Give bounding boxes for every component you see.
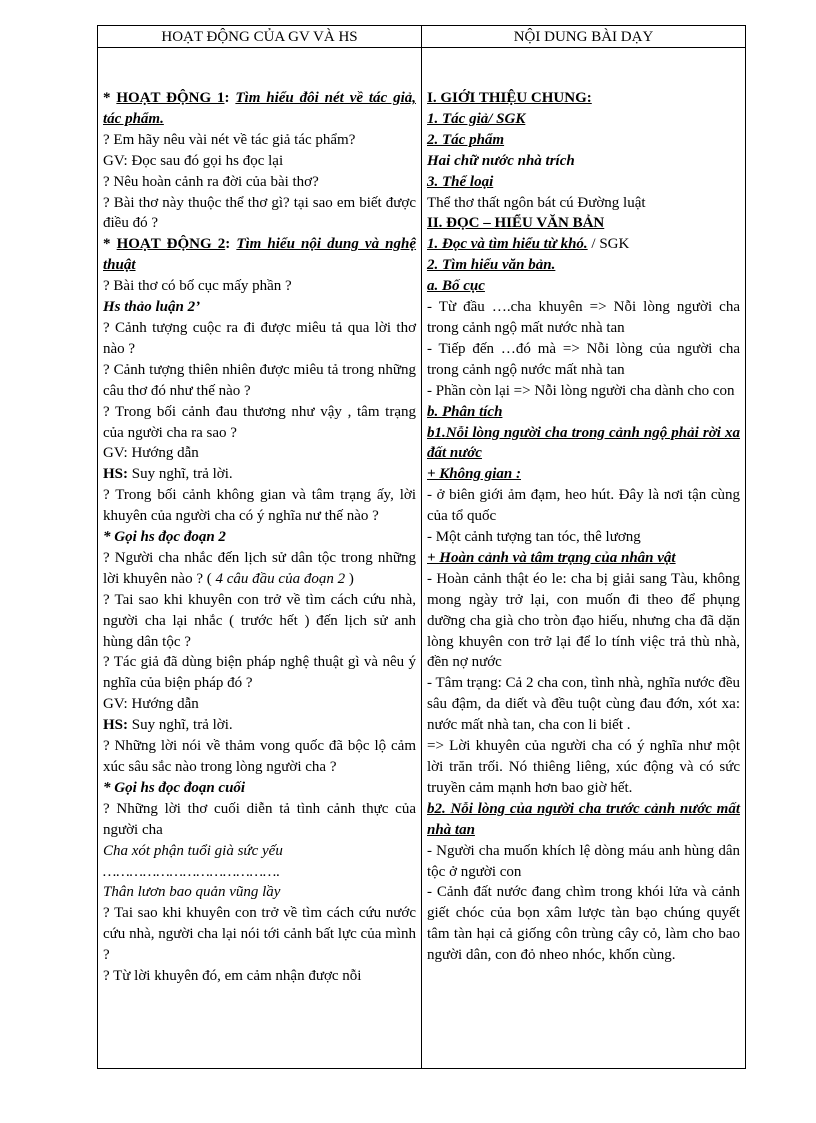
subheading: b1.Nỗi lòng người cha trong cảnh ngộ phải rời xa đất nước: [427, 424, 740, 462]
poem-ellipsis: ………………………………….: [103, 863, 281, 880]
lesson-page: [97, 25, 745, 1069]
question: ? Cảnh tượng thiên nhiên được miêu tả trong những câu thơ đó như thế nào ?: [103, 361, 416, 399]
question: ? Từ lời khuyên đó, em cảm nhận được nỗi: [103, 968, 362, 985]
question-text: ): [345, 570, 354, 587]
student-text: Suy nghĩ, trả lời.: [128, 717, 233, 734]
question: ? Bài thơ có bố cục mấy phần ?: [103, 278, 292, 295]
subheading: b. Phân tích: [427, 403, 503, 420]
poem-line: Cha xót phận tuổi già sức yếu: [103, 842, 283, 859]
activities-column: [98, 48, 422, 1069]
bullet-star: *: [103, 236, 117, 253]
teacher-note: GV: Hướng dẫn: [103, 445, 199, 462]
content-text: - Cảnh đất nước đang chìm trong khói lửa và cảnh giết chóc của bọn xâm lược tàn bạo chúng quyết tâm tàn hại cả giống côn trùng cây cỏ, làm cho bao người dân, con đỏ nheo nhóc, khốn cùng.: [427, 884, 740, 964]
content-text: - Từ đầu ….cha khuyên => Nỗi lòng người cha trong cảnh ngộ mất nước nhà tan: [427, 299, 740, 336]
question: ? Bài thơ này thuộc thể thơ gì? tại sao em biết được điều đó ?: [103, 194, 416, 232]
activity-2-title: HOẠT ĐỘNG 2: [116, 236, 226, 253]
content-text: Thể thơ thất ngôn bát cú Đường luật: [427, 194, 646, 211]
activity-1-heading: [103, 88, 416, 130]
activity-2-heading: [103, 234, 416, 276]
question: ? Nêu hoàn cảnh ra đời của bài thơ?: [103, 173, 319, 190]
question: ? Cảnh tượng cuộc ra đi được miêu tả qua lời thơ nào ?: [103, 319, 416, 357]
activity-1-topic: Tìm hiểu đôi nét về tác giả, tác phẩm.: [103, 90, 417, 127]
question: ? Tai sao khi khuyên con trở về tìm cách cứu nước cứu nhà, người cha lại nói tới cảnh bất lực của mình ?: [103, 905, 416, 964]
body-row: [98, 48, 746, 1069]
content-text: Hai chữ nước nhà trích: [427, 152, 575, 169]
group-discussion: Hs thảo luận 2’: [103, 299, 201, 316]
teacher-note: GV: Đọc sau đó gọi hs đọc lại: [103, 152, 284, 169]
lesson-table: [97, 25, 746, 1069]
content-text: - Phần còn lại => Nỗi lòng người cha dành cho con: [427, 382, 735, 399]
activity-1-title: HOẠT ĐỘNG 1: [116, 90, 225, 106]
student-label: HS:: [103, 466, 129, 483]
content-text: - Tiếp đến …đó mà => Nỗi lòng của người cha trong cảnh ngộ nước mất nhà tan: [427, 340, 740, 378]
activity-2-topic: Tìm hiểu nội dung và nghệ thuật: [103, 236, 417, 274]
question: ? Em hãy nêu vài nét về tác giả tác phẩm?: [103, 131, 356, 148]
subheading: [427, 234, 740, 255]
content-text: - Tâm trạng: Cả 2 cha con, tình nhà, nghĩa nước đều sâu đậm, da diết và đều tuột cùng đau đớn, xót xa: nước mất nhà tan, cha con li biết .: [427, 675, 740, 734]
subheading: 1. Tác giả/ SGK: [427, 110, 526, 127]
subheading-text: 1. Đọc và tìm hiểu từ khó.: [427, 236, 588, 253]
section-heading: II. ĐỌC – HIỂU VĂN BẢN: [427, 215, 605, 232]
teacher-note: GV: Hướng dẫn: [103, 696, 199, 713]
subheading: a. Bố cục: [427, 278, 485, 295]
subheading: 2. Tìm hiểu văn bản.: [427, 257, 556, 274]
student-note: [103, 464, 416, 485]
colon: :: [225, 236, 237, 253]
content-text: - Một cảnh tượng tan tóc, thê lương: [427, 529, 641, 546]
question-hint: 4 câu đầu của đoạn 2: [215, 570, 346, 587]
reading-instruction: * Gọi hs đọc đoạn 2: [103, 529, 226, 546]
section-heading: I. GIỚI THIỆU CHUNG:: [427, 90, 592, 106]
header-row: [98, 26, 746, 48]
header-activities: HOẠT ĐỘNG CỦA GV VÀ HS: [98, 26, 422, 48]
reading-instruction: * Gọi hs đọc đoạn cuối: [103, 779, 246, 796]
question-text: ? Người cha nhắc đến lịch sử dân tộc trong những lời khuyên nào ? (: [103, 549, 416, 587]
student-label: HS:: [103, 717, 129, 734]
student-note: [103, 715, 416, 736]
poem-line: Thân lươn bao quản vũng lầy: [103, 884, 281, 901]
header-content: NỘI DUNG BÀI DẠY: [422, 26, 746, 48]
subheading: 2. Tác phẩm: [427, 131, 505, 148]
bullet-star: *: [103, 90, 117, 106]
content-column: [422, 48, 746, 1069]
content-text: - Người cha muốn khích lệ dòng máu anh hùng dân tộc ở người con: [427, 842, 740, 880]
question: [103, 548, 416, 590]
question: ? Những lời thơ cuối diễn tả tình cảnh thực của người cha: [103, 800, 416, 838]
question: ? Trong bối cảnh không gian và tâm trạng ấy, lời khuyên của người cha có ý nghĩa nư thế nào ?: [103, 487, 416, 525]
subheading-tail: / SGK: [587, 236, 630, 253]
question: ? Tác giả đã dùng biện pháp nghệ thuật gì và nêu ý nghĩa của biện pháp đó ?: [103, 654, 416, 692]
colon: :: [224, 90, 236, 106]
content-text: - Hoàn cảnh thật éo le: cha bị giải sang Tàu, không mong ngày trở lại, con muốn đi theo để phụng dưỡng cha già cho tròn đạo hiếu, nhưng cha đã dặn lòng khuyên con trở lại để lo tính việc trả thù nhà, đền nợ nước: [427, 570, 740, 671]
content-text: => Lời khuyên của người cha có ý nghĩa như một lời trăn trối. Nó thiêng liêng, xúc động và có sức truyền cảm mạnh hơn bao giờ hết.: [427, 738, 740, 796]
question: ? Trong bối cảnh đau thương như vậy , tâm trạng của người cha ra sao ?: [103, 403, 416, 441]
student-text: Suy nghĩ, trả lời.: [128, 466, 233, 483]
question: ? Những lời nói về thảm vong quốc đã bộc lộ cảm xúc sâu sắc nào trong lòng người cha ?: [103, 738, 416, 775]
subheading: b2. Nỗi lòng của người cha trước cảnh nước mất nhà tan: [427, 800, 740, 838]
subheading: + Không gian :: [427, 466, 521, 483]
subheading: + Hoàn cảnh và tâm trạng của nhân vật: [427, 549, 676, 566]
content-text: - ở biên giới ảm đạm, heo hút. Đây là nơi tận cùng của tổ quốc: [427, 487, 740, 525]
question: ? Tai sao khi khuyên con trở về tìm cách cứu nhà, người cha lại nhắc ( trước hết ) đến lịch sử anh hùng dân tộc ?: [103, 591, 416, 650]
subheading: 3. Thể loại: [427, 173, 494, 190]
